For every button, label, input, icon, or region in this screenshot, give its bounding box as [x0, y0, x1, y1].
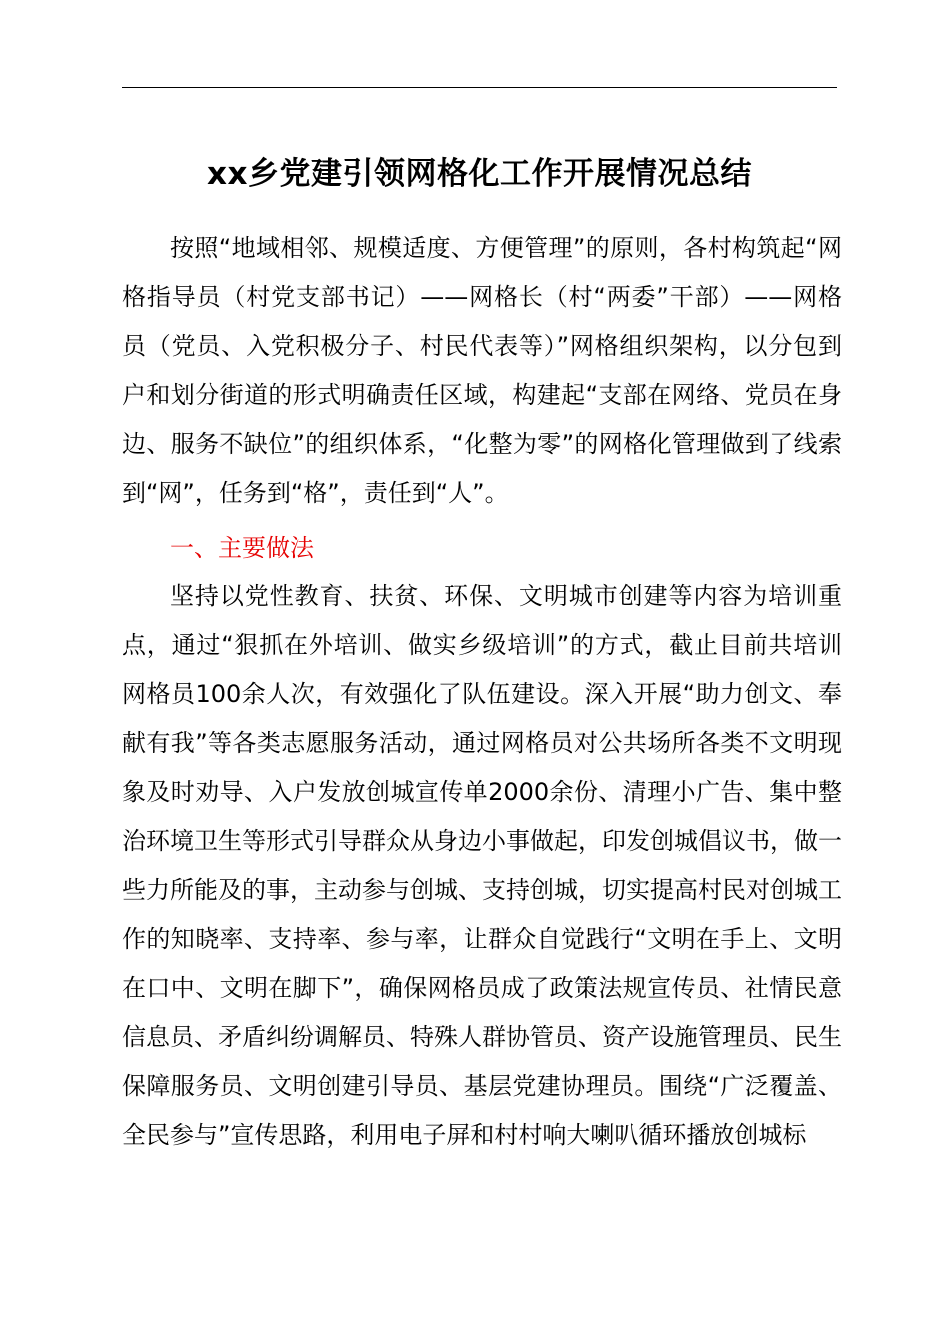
paragraph-text: 按照“地域相邻、规模适度、方便管理”的原则，各村构筑起“网格指导员（村党支部书记）——网格长（村“两委”干部）——网格员（党员、入党积极分子、村民代表等）”网格组织架构，以分包到户和划分街道的形式明确责任区域，构建起“支部在网络、党员在身边、服务不缺位”的组织体系，“化整为零”的网格化管理做到了线索到“网”，任务到“格”，责任到“人”。 — [122, 234, 842, 507]
section-heading: 一、主要做法 — [170, 534, 314, 562]
paragraph-text: 坚持以党性教育、扶贫、环保、文明城市创建等内容为培训重点，通过“狠抓在外培训、做实乡级培训”的方式，截止目前共培训网格员100余人次，有效强化了队伍建设。深入开展“助力创文、奉献有我”等各类志愿服务活动，通过网格员对公共场所各类不文明现象及时劝导、入户发放创城宣传单2000余份、清理小广告、集中整治环境卫生等形式引导群众从身边小事做起，印发创城倡议书，做一些力所能及的事，主动参与创城、支持创城，切实提高村民对创城工作的知晓率、支持率、参与率，让群众自觉践行“文明在手上、文明在口中、文明在脚下”，确保网格员成了政策法规宣传员、社情民意信息员、矛盾纠纷调解员、特殊人群协管员、资产设施管理员、民生保障服务员、文明创建引导员、基层党建协理员。围绕“广泛覆盖、全民参与”宣传思路，利用电子屏和村村响大喇叭循环播放创城标 — [122, 582, 842, 1149]
document-title: xx乡党建引领网格化工作开展情况总结 — [207, 156, 752, 192]
paragraph-main-practices — [122, 572, 842, 1160]
header-rule — [122, 87, 837, 88]
paragraph-intro — [122, 224, 842, 518]
